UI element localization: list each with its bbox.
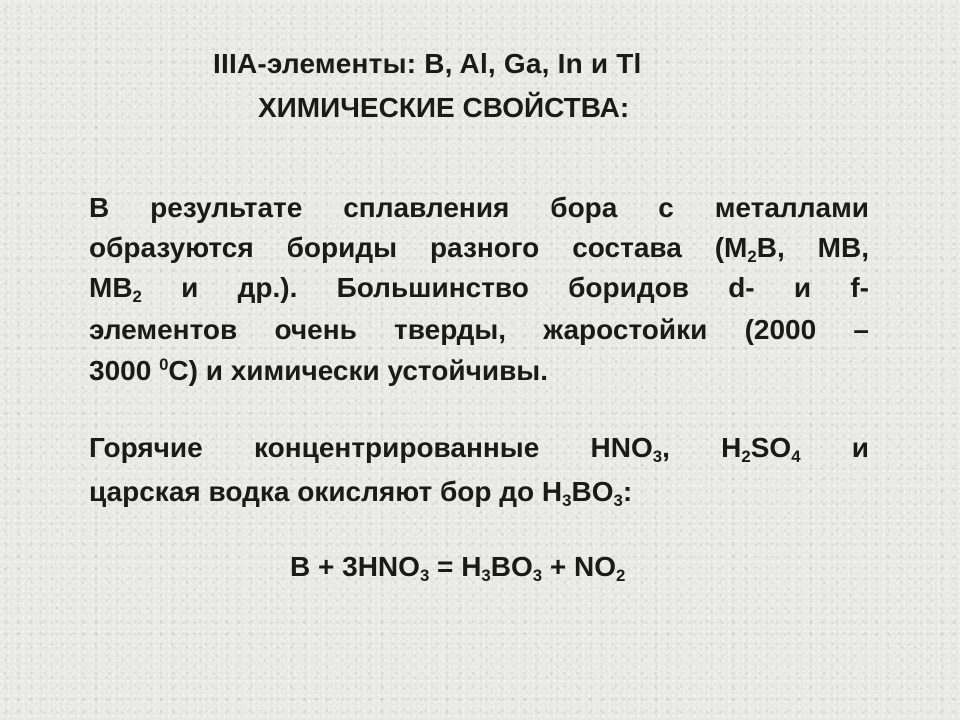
reaction-equation: $B + 3HNO_3 = H_3BO_3 + NO_2$	[290, 551, 626, 586]
paragraph-line: Горячие концентрированные $HNO_3$, $H_2SO_4$ и	[89, 432, 870, 467]
paragraph-line: В результате сплавления бора с металлами	[89, 192, 869, 223]
paragraph-line: $МВ_2$ и др.). Большинство боридов d- и f-	[89, 272, 869, 307]
paragraph-line: образуются бориды разного состава ($М_2В$, МВ,	[89, 232, 869, 267]
paragraph-line: 3000 $^0$С) и химически устойчивы.	[89, 354, 548, 386]
paragraph-line: элементов очень тверды, жаростойки (2000 –	[89, 314, 869, 345]
slide-subtitle: ХИМИЧЕСКИЕ СВОЙСТВА:	[258, 92, 630, 123]
slide-title: IIIA-элементы: B, Al, Ga, In и Tl	[213, 48, 642, 79]
paragraph-line: царская водка окисляют бор до $H_3BO_3$:	[89, 476, 633, 511]
